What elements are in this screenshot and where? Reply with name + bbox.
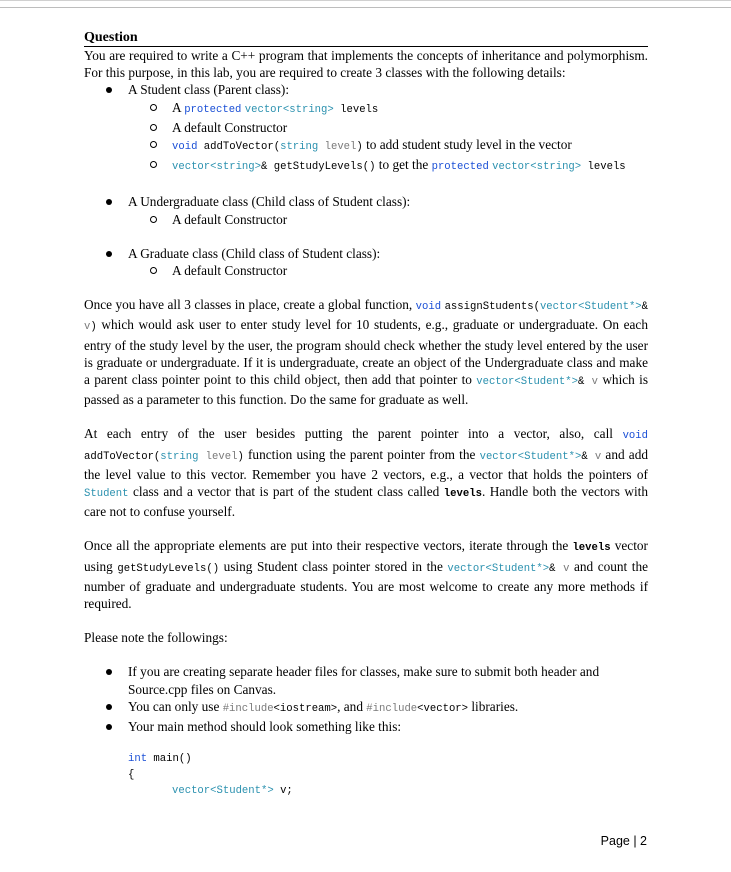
text-run: using Student class pointer stored in the	[219, 558, 448, 574]
bullet-icon	[106, 704, 112, 710]
code-run: <vector>	[417, 702, 469, 715]
code-run: addToVector(	[84, 450, 161, 463]
text-run: A default Constructor	[172, 263, 288, 279]
text-run: libraries.	[468, 698, 519, 714]
text-run: At each entry of the user besides putting the parent pointer into a vector, also, call	[84, 426, 623, 442]
bullet-icon	[106, 87, 112, 93]
page-top-border	[0, 0, 731, 8]
code-run: vector<string>	[492, 161, 582, 174]
code-run: levels	[572, 542, 611, 555]
code-run: int	[128, 753, 148, 766]
code-run: protected	[184, 103, 242, 116]
code-run: string	[280, 141, 319, 154]
class-title: A Graduate class (Child class of Student class):	[128, 245, 381, 261]
code-run: assignStudents(	[444, 301, 540, 314]
code-run: {	[128, 769, 135, 782]
code-run: )	[356, 141, 363, 154]
code-run	[128, 785, 172, 797]
assign-students-paragraph	[84, 296, 648, 408]
code-line	[128, 783, 648, 799]
code-run: void	[415, 301, 442, 314]
code-run: v	[84, 321, 91, 334]
class-list	[84, 81, 648, 279]
count-students-paragraph	[84, 537, 648, 612]
bullet-icon	[106, 199, 112, 205]
add-to-vector-paragraph	[84, 425, 648, 520]
code-run: string	[160, 450, 199, 463]
intro-paragraph: You are required to write a C++ program that implements the concepts of inheritance and polymorphism. For this purpose, in this lab, you are required to create 3 classes with the following details:	[84, 48, 648, 81]
text-run: A default Constructor	[172, 211, 288, 227]
text-run: A default Constructor	[172, 119, 288, 135]
code-run: void	[622, 430, 648, 443]
circle-bullet-icon	[150, 216, 157, 223]
text-run: and count the number of graduate and undergraduate students. You are most welcome to create any more methods if required.	[84, 558, 649, 612]
class-item	[84, 81, 648, 176]
code-run: vector<Student*>	[476, 376, 578, 389]
code-run: Student	[84, 488, 129, 501]
code-run: void	[172, 141, 198, 154]
code-run: v	[594, 450, 602, 463]
text-run: Your main method should look something like this:	[128, 719, 402, 735]
text-run: to add student study level in the vector	[362, 137, 572, 153]
code-run: vector<Student*>	[479, 450, 582, 463]
class-member-item	[128, 136, 648, 156]
note-item	[84, 698, 648, 718]
code-run: vector<string>	[172, 161, 262, 174]
bullet-icon	[106, 251, 112, 257]
code-run: vector<Student*>	[447, 562, 550, 575]
text-run: which would ask user to enter study level for 10 students, e.g., graduate or undergraduate. On each entry of the study level by the user, the program should check whether the study level entered by the user is graduate or undergraduate. If it is undergraduate, create an object of the Undergraduate class and make a parent class pointer point to this child object, then add that pointer to	[84, 317, 648, 388]
code-line	[128, 751, 648, 767]
code-run: <iostream>	[273, 702, 338, 715]
code-run: level	[205, 450, 238, 463]
class-member-list	[128, 99, 648, 177]
text-run: A	[172, 99, 185, 115]
class-member-item	[128, 262, 648, 279]
question-heading: Question	[84, 30, 648, 47]
page-number: Page | 2	[600, 834, 647, 848]
class-member-list	[128, 262, 648, 279]
text-run: vector using	[84, 538, 648, 574]
note-item	[84, 718, 648, 735]
bullet-icon	[106, 669, 112, 675]
notes-list	[84, 663, 648, 735]
text-run: You can only use	[128, 698, 223, 714]
class-item	[84, 193, 648, 227]
text-run: If you are creating separate header files for classes, make sure to submit both header and Source.cpp files on Canvas.	[128, 664, 600, 697]
code-run: &	[577, 376, 592, 389]
circle-bullet-icon	[150, 161, 157, 168]
text-run: Once all the appropriate elements are put into their respective vectors, iterate through the	[84, 538, 573, 554]
code-run: main()	[147, 753, 192, 766]
code-line	[128, 767, 648, 783]
code-run: vector<Student*>	[539, 301, 642, 314]
code-run: v	[563, 562, 570, 575]
class-member-list	[128, 211, 648, 228]
class-title: A Undergraduate class (Child class of Student class):	[128, 194, 411, 210]
code-run: levels	[443, 488, 482, 501]
code-run: vector<Student*>	[172, 785, 274, 798]
code-run: &	[549, 562, 564, 575]
code-run: v;	[273, 785, 293, 798]
circle-bullet-icon	[150, 267, 157, 274]
note-item	[84, 663, 648, 697]
text-run: . Handle both the vectors with care not to confuse yourself.	[84, 484, 649, 520]
code-run: &	[581, 450, 595, 463]
code-run: getStudyLevels()	[117, 562, 220, 575]
text-run: , and	[337, 698, 367, 714]
class-member-item	[128, 119, 648, 136]
code-run: protected	[431, 161, 489, 174]
text-run: function using the parent pointer from the	[243, 446, 480, 462]
code-run: addToVector(	[197, 141, 281, 154]
code-run: #include	[222, 702, 274, 715]
class-member-item	[128, 99, 648, 119]
code-run	[198, 451, 205, 463]
code-run: level	[324, 141, 357, 154]
text-run: Once you have all 3 classes in place, create a global function,	[84, 297, 416, 313]
text-run: to get the	[375, 157, 432, 173]
class-member-item	[128, 156, 648, 176]
document-page	[84, 30, 648, 799]
code-run: &	[641, 301, 649, 314]
circle-bullet-icon	[150, 141, 157, 148]
code-run: levels	[333, 103, 379, 116]
note-heading: Please note the followings:	[84, 630, 228, 646]
circle-bullet-icon	[150, 124, 157, 131]
code-run: )	[237, 450, 244, 463]
text-run: which is passed as a parameter to this function. Do the same for graduate as well.	[84, 372, 648, 408]
bullet-icon	[106, 724, 112, 730]
text-run: and add the level value to this vector. Remember you have 2 vectors, e.g., a vector that holds the pointers of	[84, 446, 649, 482]
code-run: v	[591, 376, 599, 389]
class-item	[84, 245, 648, 279]
code-run: #include	[366, 702, 418, 715]
text-run: class and a vector that is part of the student class called	[128, 484, 444, 500]
code-block	[128, 751, 648, 799]
code-run: vector<string>	[244, 103, 334, 116]
class-title: A Student class (Parent class):	[128, 82, 290, 98]
code-run: & getStudyLevels()	[261, 161, 376, 174]
code-run: )	[90, 321, 97, 334]
code-run: levels	[581, 161, 626, 174]
circle-bullet-icon	[150, 104, 157, 111]
class-member-item	[128, 211, 648, 228]
